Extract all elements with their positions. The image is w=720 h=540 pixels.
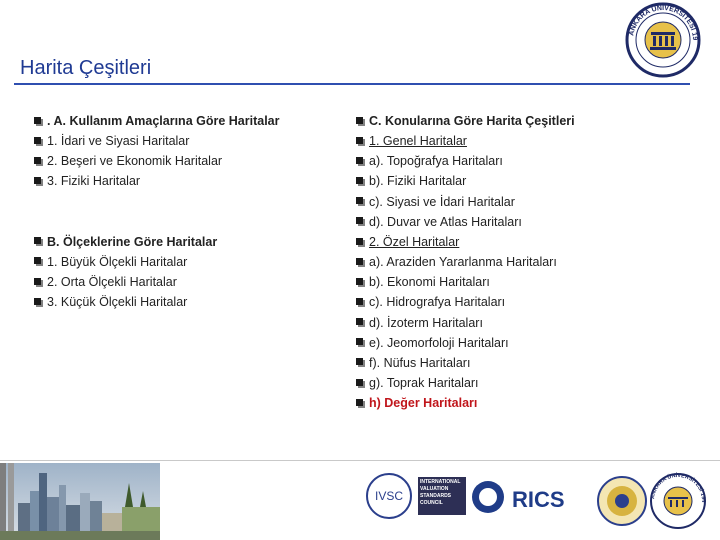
bullet-icon — [356, 379, 365, 388]
list-item: e). Jeomorfoloji Haritaları — [356, 333, 676, 353]
partner-logos — [360, 463, 720, 540]
list-item: 3. Fiziki Haritalar — [34, 171, 334, 191]
bullet-icon — [356, 318, 365, 327]
bullet-icon — [356, 217, 365, 226]
bullet-icon — [356, 258, 365, 267]
bullet-icon — [356, 137, 365, 146]
list-item: C. Konularına Göre Harita Çeşitleri — [356, 111, 676, 131]
bullet-icon — [356, 197, 365, 206]
bullet-icon — [34, 278, 43, 287]
bullet-icon — [34, 237, 43, 246]
bullet-icon — [356, 157, 365, 166]
gold-seal-icon — [598, 477, 646, 525]
list-item: g). Toprak Haritaları — [356, 373, 676, 393]
list-item: d). İzoterm Haritaları — [356, 313, 676, 333]
list-item: 1. Büyük Ölçekli Haritalar — [34, 252, 334, 272]
list-item: h) Değer Haritaları — [356, 393, 676, 413]
ivsc-logo-icon — [367, 474, 411, 518]
list-item: b). Ekonomi Haritaları — [356, 272, 676, 292]
page-title: Harita Çeşitleri — [20, 57, 152, 79]
bullet-icon — [356, 298, 365, 307]
bullet-icon — [356, 117, 365, 126]
list-item: 3. Küçük Ölçekli Haritalar — [34, 292, 334, 312]
bullet-icon — [34, 137, 43, 146]
list-item: . A. Kullanım Amaçlarına Göre Haritalar — [34, 111, 334, 131]
list-item: d). Duvar ve Atlas Haritaları — [356, 212, 676, 232]
bullet-icon — [34, 117, 43, 126]
list-item: a). Araziden Yararlanma Haritaları — [356, 252, 676, 272]
list-item: 2. Beşeri ve Ekonomik Haritalar — [34, 151, 334, 171]
bullet-icon — [34, 298, 43, 307]
bullet-icon — [356, 399, 365, 408]
list-item: B. Ölçeklerine Göre Haritalar — [34, 232, 334, 252]
list-item: 2. Özel Haritalar — [356, 232, 676, 252]
ankara-universitesi-seal-icon — [623, 2, 703, 78]
svg-text:IVSC: IVSC — [374, 489, 404, 503]
seal-text: ANKARA ÜNİVERSİTESİ 19 — [628, 4, 699, 41]
footer-divider — [0, 460, 720, 461]
list-item: f). Nüfus Haritaları — [356, 353, 676, 373]
right-column — [356, 111, 676, 413]
list-item: a). Topoğrafya Haritaları — [356, 151, 676, 171]
list-item: b). Fiziki Haritalar — [356, 171, 676, 191]
title-divider — [14, 83, 690, 85]
ivsc-tagline: INTERNATIONAL VALUATION STANDARDS COUNCIL — [420, 479, 461, 506]
list-item: 1. İdari ve Siyasi Haritalar — [34, 131, 334, 151]
bullet-icon — [34, 157, 43, 166]
list-item: 1. Genel Haritalar — [356, 131, 676, 151]
city-skyline-image — [0, 463, 160, 540]
left-column — [34, 111, 334, 312]
list-item: 2. Orta Ölçekli Haritalar — [34, 272, 334, 292]
list-item: c). Siyasi ve İdari Haritalar — [356, 192, 676, 212]
svg-text:RICS: RICS — [512, 487, 565, 512]
bullet-icon — [356, 278, 365, 287]
bullet-icon — [356, 358, 365, 367]
bullet-icon — [34, 257, 43, 266]
list-item: c). Hidrografya Haritaları — [356, 292, 676, 312]
bullet-icon — [356, 238, 365, 247]
bullet-icon — [356, 338, 365, 347]
bullet-icon — [34, 177, 43, 186]
rics-logo-icon — [472, 481, 565, 513]
bullet-icon — [356, 177, 365, 186]
svg-text:ANKARA ÜNİVERSİTESİ 1946: ANKARA ÜNİVERSİTESİ 194 — [650, 472, 707, 503]
